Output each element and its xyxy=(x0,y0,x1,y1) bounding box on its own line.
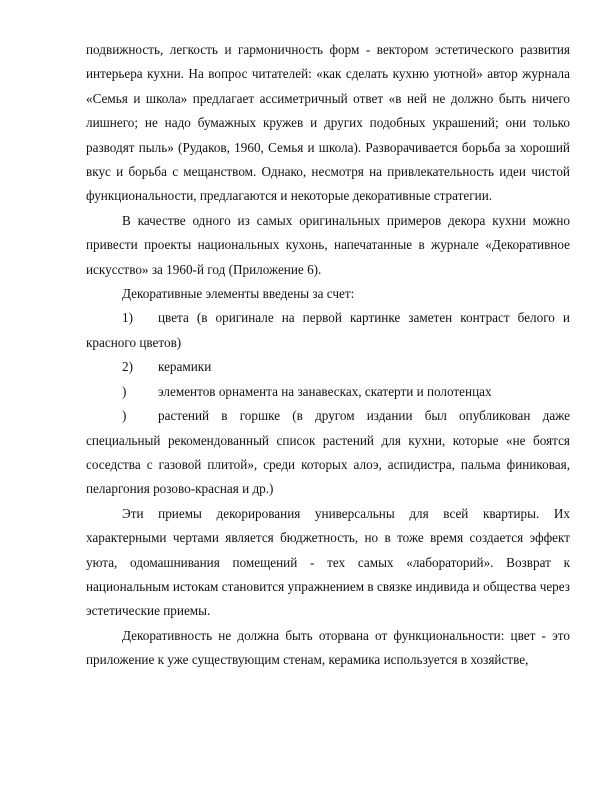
document-page xyxy=(86,38,570,673)
list-item-plants xyxy=(86,404,570,502)
list-item-ornament xyxy=(86,380,570,404)
list-item-ceramics xyxy=(86,355,570,379)
paragraph-functional-aesthetics: подвижность, легкость и гармоничность форм - вектором эстетического развития интерьера кухни. На вопрос читателей: «как сделать кухню уютной» автор журнала «Семья и школа» предлагает ассиметричный ответ «в ней не должно быть ничего лишнего; не надо бумажных кружев и других подобных украшений; они только разводят пыль» (Рудаков, 1960, Семья и школа). Разворачивается борьба за хороший вкус и борьба с мещанством. Однако, несмотря на привлекательность идеи чистой функциональности, предлагаются и некоторые декоративные стратегии. xyxy=(86,42,570,204)
list-marker: 1) xyxy=(122,310,133,326)
paragraph-national-kitchens: В качестве одного из самых оригинальных примеров декора кухни можно привести проекты национальных кухонь, напечатанные в журнале «Декоративное искусство» за 1960-й год (Приложение 6). xyxy=(86,212,570,277)
list-item-text: элементов орнамента на занавесках, скатерти и полотенцах xyxy=(158,383,492,399)
list-marker: ) xyxy=(122,408,127,424)
paragraph-decor-techniques: Эти приемы декорирования универсальны для всей квартиры. Их характерными чертами является бюджетность, но в тоже время создается эффект уюта, одомашнивания помещений - тех самых «лабораторий». Возврат к национальным истокам становится упражнением в связке индивида и общества через эстетические приемы. xyxy=(86,505,570,619)
list-item-text: растений в горшке (в другом издании был опубликован даже специальный рекомендованный список растений для кухни, которые «не боятся соседства с газовой плитой», среди которых алоэ, аспидистра, пальма финиковая, пеларгония розово-красная и др.) xyxy=(86,408,570,497)
list-item-text: цвета (в оригинале на первой картинке заметен контраст белого и красного цветов) xyxy=(86,310,570,350)
paragraph-decor-functionality: Декоративность не должна быть оторвана от функциональности: цвет - это приложение к уже существующим стенам, керамика используется в хозяйстве, xyxy=(86,627,570,668)
list-item-color xyxy=(86,306,570,355)
paragraph-decor-elements-intro: Декоративные элементы введены за счет: xyxy=(122,286,355,302)
list-marker: 2) xyxy=(122,359,133,375)
list-item-text: керамики xyxy=(158,359,212,375)
list-marker: ) xyxy=(122,383,127,399)
